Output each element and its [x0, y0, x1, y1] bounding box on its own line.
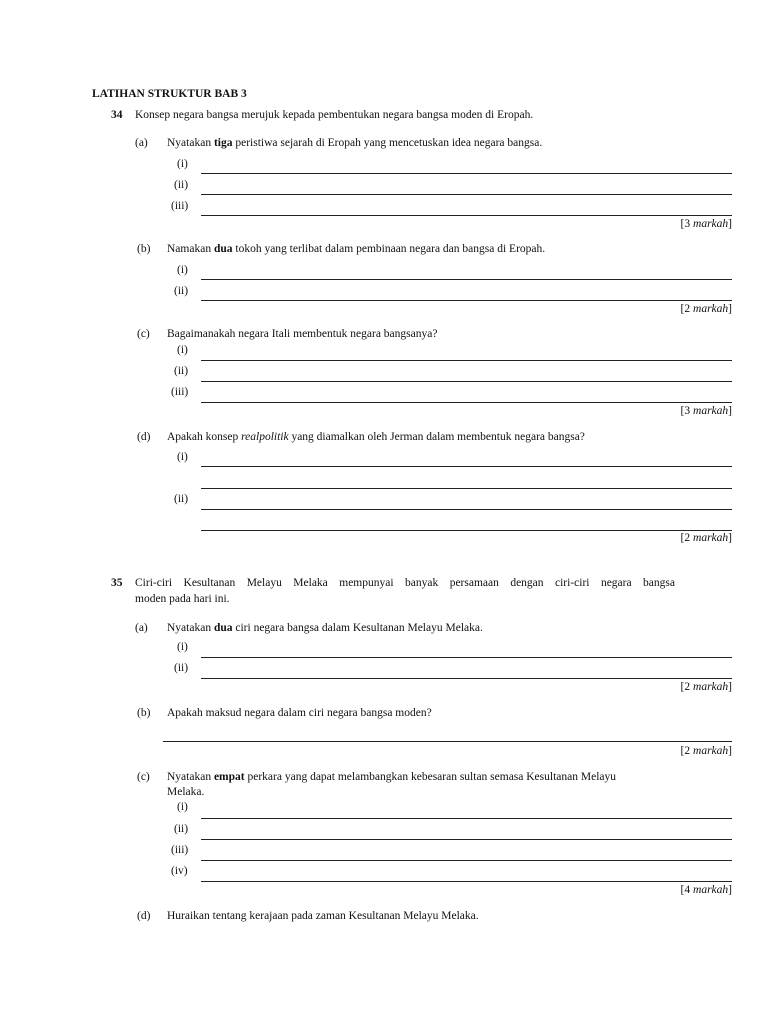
roman-i: (i) [177, 158, 188, 170]
marks-34c: [3 markah] [680, 405, 732, 417]
roman-i: (i) [177, 801, 188, 813]
page-title: LATIHAN STRUKTUR BAB 3 [92, 88, 247, 100]
answer-line[interactable] [201, 860, 732, 861]
answer-line[interactable] [201, 173, 732, 174]
part-label-34d: (d) [137, 431, 151, 443]
marks-35c: [4 markah] [680, 884, 732, 896]
answer-line[interactable] [201, 381, 732, 382]
part-34c-prompt: Bagaimanakah negara Itali membentuk negara bangsanya? [167, 328, 438, 340]
part-35a-prompt: Nyatakan dua ciri negara bangsa dalam Kesultanan Melayu Melaka. [167, 622, 483, 634]
answer-line[interactable] [201, 360, 732, 361]
question-35-stem-line2: moden pada hari ini. [135, 593, 230, 605]
marks-35b: [2 markah] [680, 745, 732, 757]
answer-line[interactable] [201, 530, 732, 531]
part-label-34b: (b) [137, 243, 151, 255]
marks-34a: [3 markah] [680, 218, 732, 230]
part-label-35b: (b) [137, 707, 151, 719]
answer-line[interactable] [201, 678, 732, 679]
answer-line[interactable] [201, 402, 732, 403]
answer-line[interactable] [201, 881, 732, 882]
answer-line[interactable] [201, 300, 732, 301]
answer-line[interactable] [201, 279, 732, 280]
marks-35a: [2 markah] [680, 681, 732, 693]
roman-i: (i) [177, 344, 188, 356]
part-label-35a: (a) [135, 622, 148, 634]
roman-i: (i) [177, 641, 188, 653]
answer-line[interactable] [201, 839, 732, 840]
part-35b-prompt: Apakah maksud negara dalam ciri negara bangsa moden? [167, 707, 432, 719]
answer-line[interactable] [201, 215, 732, 216]
roman-iv: (iv) [171, 865, 188, 877]
roman-i: (i) [177, 264, 188, 276]
part-label-35c: (c) [137, 771, 150, 783]
roman-i: (i) [177, 451, 188, 463]
answer-line[interactable] [201, 466, 732, 467]
answer-line[interactable] [163, 741, 732, 742]
question-number-35: 35 [111, 577, 123, 589]
roman-ii: (ii) [174, 823, 189, 835]
answer-line[interactable] [201, 488, 732, 489]
question-35-stem-line1: Ciri-ciri Kesultanan Melayu Melaka mempunyai banyak persamaan dengan ciri-ciri negara bangsa [135, 577, 675, 589]
answer-line[interactable] [201, 509, 732, 510]
roman-ii: (ii) [174, 365, 189, 377]
answer-line[interactable] [201, 818, 732, 819]
part-34b-prompt: Namakan dua tokoh yang terlibat dalam pembinaan negara dan bangsa di Eropah. [167, 243, 546, 255]
question-number-34: 34 [111, 109, 123, 121]
part-label-35d: (d) [137, 910, 151, 922]
roman-ii: (ii) [174, 493, 189, 505]
marks-34d: [2 markah] [680, 532, 732, 544]
answer-line[interactable] [201, 657, 732, 658]
part-35c-prompt-line2: Melaka. [167, 786, 205, 798]
roman-ii: (ii) [174, 662, 189, 674]
roman-ii: (ii) [174, 285, 189, 297]
marks-34b: [2 markah] [680, 303, 732, 315]
question-34-stem: Konsep negara bangsa merujuk kepada pembentukan negara bangsa moden di Eropah. [135, 109, 534, 121]
part-34d-prompt: Apakah konsep realpolitik yang diamalkan oleh Jerman dalam membentuk negara bangsa? [167, 431, 585, 443]
roman-iii: (iii) [171, 386, 189, 398]
part-label-34c: (c) [137, 328, 150, 340]
roman-iii: (iii) [171, 844, 189, 856]
part-35c-prompt: Nyatakan empat perkara yang dapat melambangkan kebesaran sultan semasa Kesultanan Melayu [167, 771, 616, 783]
part-34a-prompt: Nyatakan tiga peristiwa sejarah di Eropah yang mencetuskan idea negara bangsa. [167, 137, 543, 149]
answer-line[interactable] [201, 194, 732, 195]
part-label-34a: (a) [135, 137, 148, 149]
part-35d-prompt: Huraikan tentang kerajaan pada zaman Kesultanan Melayu Melaka. [167, 910, 479, 922]
roman-iii: (iii) [171, 200, 189, 212]
roman-ii: (ii) [174, 179, 189, 191]
